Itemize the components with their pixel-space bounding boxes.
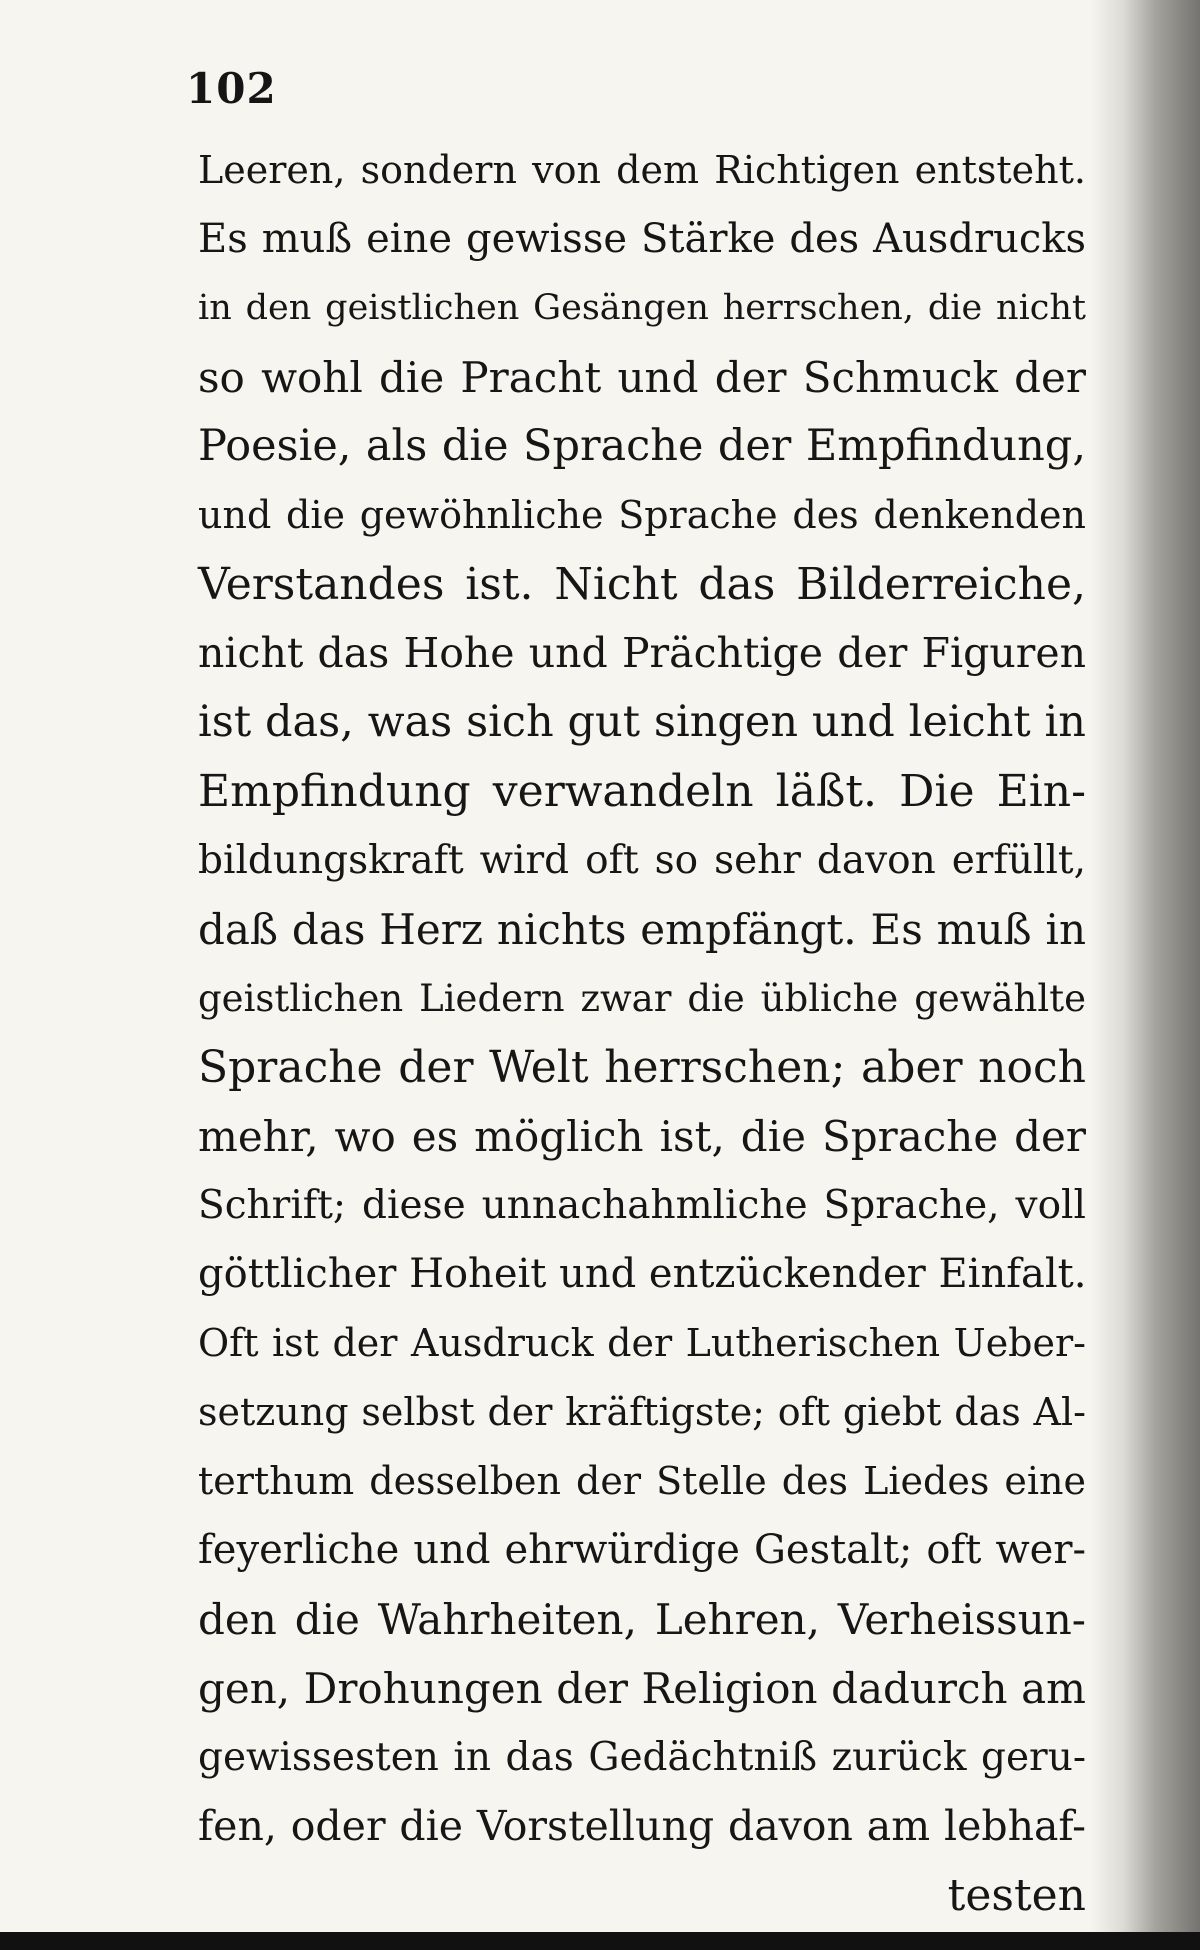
text-line: fen, oder die Vorstellung davon am lebhaf- bbox=[198, 1802, 1086, 1850]
catchword: testen bbox=[947, 1870, 1086, 1921]
text-line: so wohl die Pracht und der Schmuck der bbox=[198, 353, 1086, 402]
page-number: 102 bbox=[186, 64, 277, 113]
body-text bbox=[198, 136, 1086, 1930]
text-line: Verstandes ist. Nicht das Bilderreiche, bbox=[198, 559, 1086, 610]
text-line: in den geistlichen Gesängen herrschen, die nicht bbox=[198, 288, 1086, 328]
text-line: Poesie, als die Sprache der Empfindung, bbox=[198, 421, 1086, 471]
text-line: und die gewöhnliche Sprache des denkenden bbox=[198, 493, 1086, 537]
page-bottom-edge bbox=[0, 1932, 1200, 1950]
text-line: daß das Herz nichts empfängt. Es muß in bbox=[198, 905, 1086, 954]
text-line: göttlicher Hoheit und entzückender Einfalt. bbox=[198, 1251, 1087, 1297]
binding-gutter-shadow bbox=[1090, 0, 1200, 1950]
text-line: terthum desselben der Stelle des Liedes eine bbox=[198, 1459, 1086, 1503]
text-line: nicht das Hohe und Prächtige der Figuren bbox=[198, 629, 1086, 677]
text-line: feyerliche und ehrwürdige Gestalt; oft wer- bbox=[198, 1527, 1086, 1573]
text-line: Sprache der Welt herrschen; aber noch bbox=[198, 1042, 1086, 1093]
text-line: gen, Drohungen der Religion dadurch am bbox=[198, 1664, 1086, 1713]
text-line: geistlichen Liedern zwar die übliche gewählte bbox=[198, 977, 1086, 1020]
text-line: bildungskraft wird oft so sehr davon erfüllt, bbox=[198, 838, 1086, 883]
text-line: gewissesten in das Gedächtniß zurück geru- bbox=[198, 1735, 1086, 1780]
text-line: Es muß eine gewisse Stärke des Ausdrucks bbox=[198, 216, 1086, 262]
text-line: setzung selbst der kräftigste; oft giebt das Al- bbox=[198, 1390, 1086, 1434]
text-line: Oft ist der Ausdruck der Lutherischen Ueber- bbox=[198, 1321, 1086, 1365]
text-line: den die Wahrheiten, Lehren, Verheissun- bbox=[198, 1595, 1086, 1644]
text-line: ist das, was sich gut singen und leicht in bbox=[198, 697, 1086, 747]
text-line: Leeren, sondern von dem Richtigen entsteht. bbox=[198, 148, 1086, 192]
text-line: Schrift; diese unnachahmliche Sprache, voll bbox=[198, 1183, 1086, 1228]
text-line: mehr, wo es möglich ist, die Sprache der bbox=[198, 1112, 1086, 1161]
text-line: Empfindung verwandeln läßt. Die Ein- bbox=[198, 766, 1086, 817]
